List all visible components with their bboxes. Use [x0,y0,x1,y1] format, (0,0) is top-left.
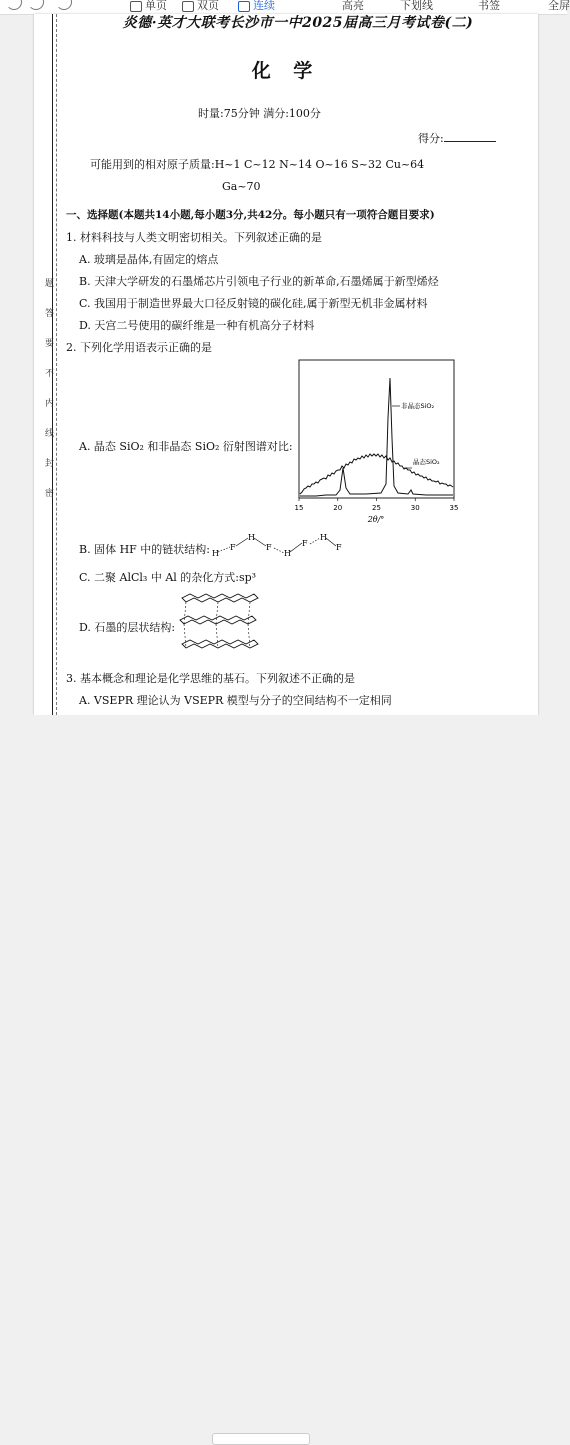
x-tick-label: 20 [333,504,343,512]
section-heading: 一、选择题(本题共14小题,每小题3分,共42分。每小题只有一项符合题目要求) [66,209,435,221]
h-atom: H [248,533,255,542]
h-atom: H [212,549,219,558]
x-axis-label: 2θ/° [367,515,385,524]
f-atom: F [302,539,308,548]
f-atom: F [230,543,236,552]
graphite-structure [178,590,260,654]
legend-crystalline: 晶态SiO₂ [413,458,440,466]
atomic-mass-line: 可能用到的相对原子质量:H~1 C~12 N~14 O~16 S~32 Cu~64 [90,158,425,171]
reader-bottom-bar [0,715,567,729]
time-score: 时量:75分钟 满分:100分 [198,107,321,120]
binding-dashed-line [56,14,57,715]
h-atom: H [320,533,327,542]
back-icon[interactable] [28,0,44,10]
score-blank [444,131,496,142]
f-atom: F [266,543,272,552]
double-page-icon [182,1,194,12]
xrd-chart [294,358,459,526]
question-stem: 3. 基本概念和理论是化学思维的基石。下列叙述不正确的是 [66,672,355,685]
margin-char: 内 [45,399,55,409]
option-d: D. 石墨的层状结构: [79,621,176,634]
margin-char: 线 [45,429,55,439]
margin-char: 封 [45,459,55,469]
question-stem: 2. 下列化学用语表示正确的是 [66,341,212,354]
atomic-mass-line: Ga~70 [222,180,261,193]
question-stem: 1. 材料科技与人类文明密切相关。下列叙述正确的是 [66,231,322,244]
option-a: A. 玻璃是晶体,有固定的熔点 [79,253,219,266]
option-b: B. 天津大学研发的石墨烯芯片引领电子行业的新革命,石墨烯属于新型烯烃 [79,275,439,288]
page-indicator[interactable] [212,1433,310,1445]
forward-icon[interactable] [56,0,72,10]
option-c: C. 二聚 AlCl₃ 中 Al 的杂化方式:sp³ [79,571,257,584]
chart-frame [299,360,454,498]
legend-amorphous: 非晶态SiO₂ [401,402,435,410]
x-tick-label: 35 [449,504,459,512]
binding-line [52,14,53,715]
f-atom: F [336,543,342,552]
bookmark-button[interactable]: 书签 [478,0,500,12]
highlight-button[interactable]: 高亮 [342,0,364,12]
option-a: A. VSEPR 理论认为 VSEPR 模型与分子的空间结构不一定相同 [79,694,392,707]
fullscreen-button[interactable]: 全屏 [548,0,570,12]
subject-title: 化 学 [251,60,321,82]
option-d: D. 天宫二号使用的碳纤维是一种有机高分子材料 [79,319,315,332]
option-c: C. 我国用于制造世界最大口径反射镜的碳化硅,属于新型无机非金属材料 [79,297,428,310]
x-tick-label: 30 [410,504,420,512]
undo-icon[interactable] [6,0,22,10]
margin-char: 不 [45,369,55,379]
margin-char: 要 [45,339,55,349]
hf-chain-structure [210,532,346,560]
option-b: B. 固体 HF 中的链状结构: [79,543,211,556]
h-atom: H [284,549,291,558]
margin-char: 答 [45,309,55,319]
margin-char: 题 [45,279,55,289]
x-tick-label: 15 [294,504,304,512]
underline-button[interactable]: 下划线 [400,0,433,12]
score-field[interactable]: 得分: [418,130,496,146]
option-a: A. 晶态 SiO₂ 和非晶态 SiO₂ 衍射图谱对比: [79,440,293,453]
exam-header: 炎德·英才大联考长沙市一中2025届高三月考试卷(二) [122,15,474,31]
single-page-button[interactable]: 单页 [130,0,167,13]
double-page-button[interactable]: 双页 [182,0,219,13]
margin-char: 密 [45,489,55,499]
continuous-button[interactable]: 连续 [238,0,275,13]
x-axis-ticks [295,498,459,512]
x-tick-label: 25 [372,504,381,512]
exam-page [34,14,538,715]
single-page-icon [130,1,142,12]
continuous-icon [238,1,250,12]
